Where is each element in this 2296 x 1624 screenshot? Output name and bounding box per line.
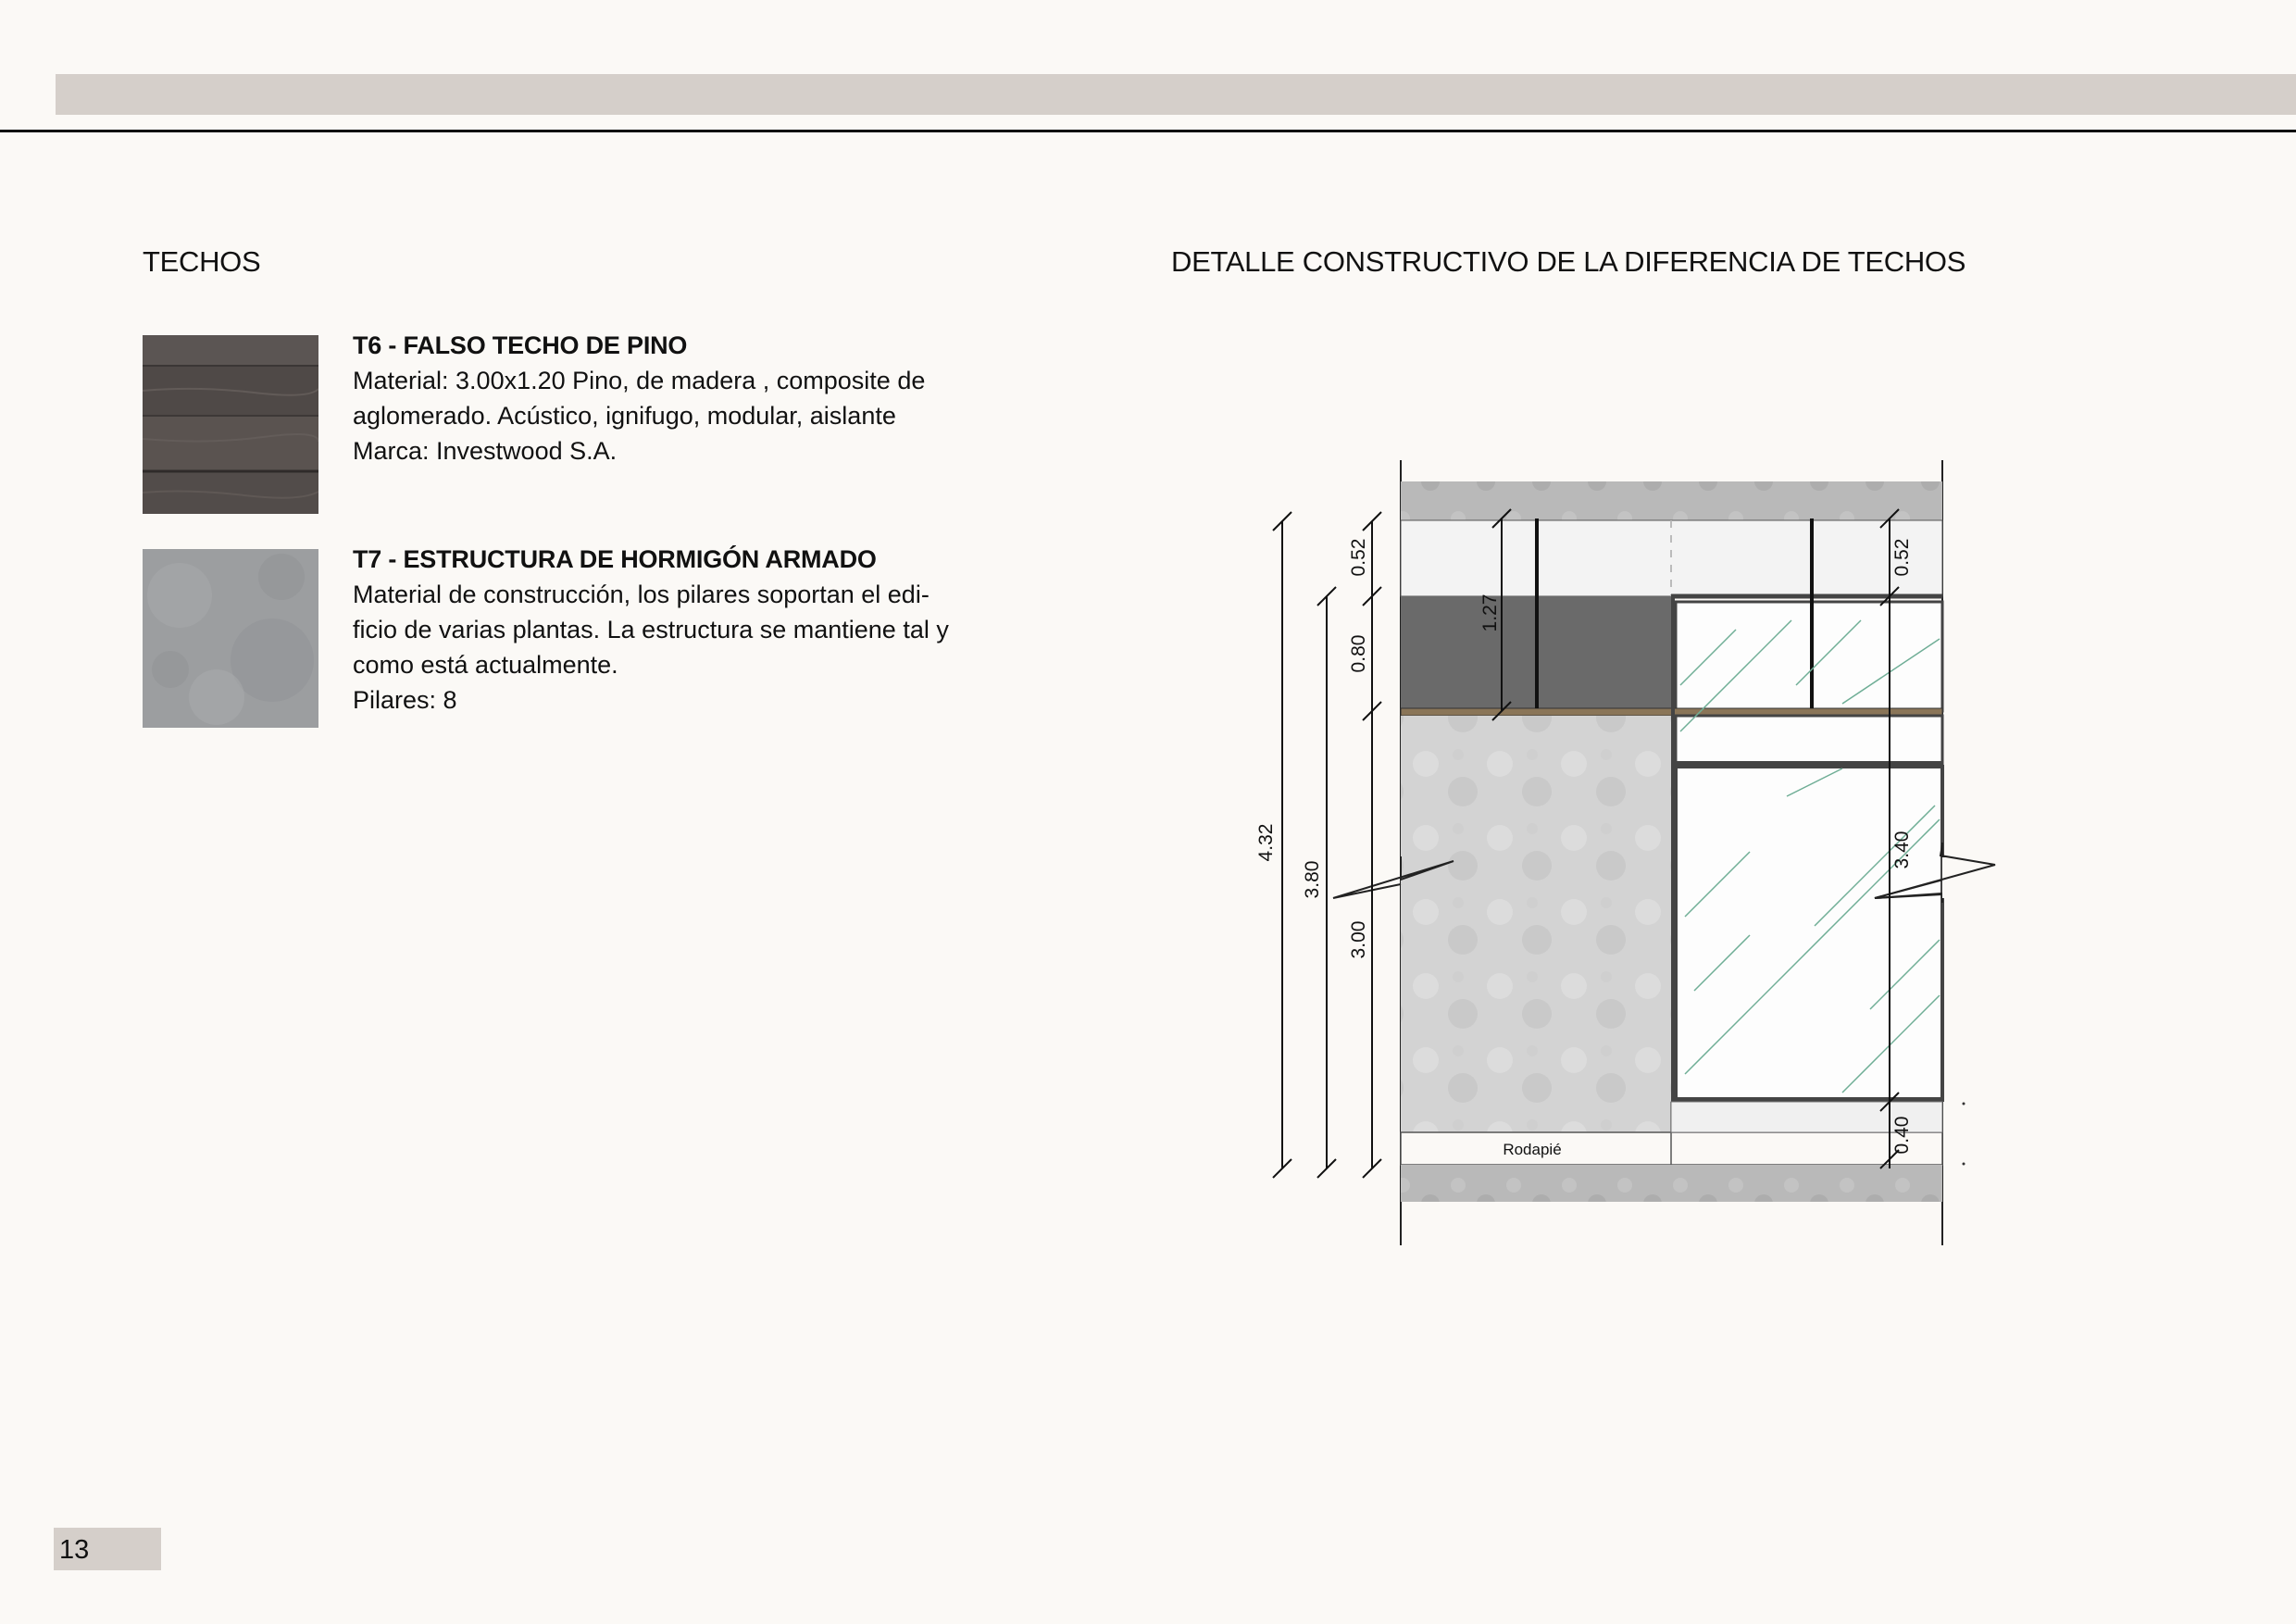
material-t6-line-3: Marca: Investwood S.A. — [353, 437, 618, 465]
bottom-slab — [1401, 1165, 1942, 1202]
section-title-techos: TECHOS — [143, 245, 261, 278]
concrete-wall — [1401, 716, 1671, 1132]
dim-top-slab-left: 0.52 — [1348, 538, 1369, 577]
material-t7-line-2: ficio de varias plantas. La estructura se mantiene tal y — [353, 616, 949, 643]
material-t6-line-2: aglomerado. Acústico, ignifugo, modular, aislante — [353, 402, 896, 430]
material-t6-line-1: Material: 3.00x1.20 Pino, de madera , composite de — [353, 367, 926, 394]
dim-overall-left: 4.32 — [1255, 823, 1277, 862]
page-number-badge — [54, 1528, 161, 1570]
header-rule — [0, 130, 2296, 132]
material-t7-line-3: como está actualmente. — [353, 651, 618, 679]
header-band — [56, 74, 2296, 115]
dim-inner-left: 3.00 — [1348, 920, 1369, 959]
dim-beam-height: 1.27 — [1479, 593, 1501, 632]
wood-pine-texture — [143, 335, 318, 514]
glass-panel — [1676, 767, 1942, 1100]
skirting-label: Rodapié — [1503, 1141, 1562, 1158]
material-t7-line-1: Material de construcción, los pilares soportan el edi- — [353, 581, 930, 608]
dim-dropped-ceiling: 0.80 — [1348, 634, 1369, 673]
dim-skirting-height: 0.40 — [1891, 1116, 1913, 1155]
material-t7-line-4: Pilares: 8 — [353, 686, 457, 714]
construction-detail-drawing — [1231, 444, 2037, 1259]
dim-right-height: 3.40 — [1891, 831, 1913, 869]
dim-mid-left: 3.80 — [1302, 860, 1323, 899]
material-t7-title: T7 - ESTRUCTURA DE HORMIGÓN ARMADO — [353, 545, 877, 573]
section-title-detalle: DETALLE CONSTRUCTIVO DE LA DIFERENCIA DE TECHOS — [1171, 245, 1966, 278]
material-t6-title: T6 - FALSO TECHO DE PINO — [353, 331, 688, 359]
concrete-texture — [143, 549, 318, 728]
dim-top-slab-right: 0.52 — [1891, 538, 1913, 577]
top-slab — [1401, 481, 1942, 520]
page-number: 13 — [59, 1535, 90, 1565]
